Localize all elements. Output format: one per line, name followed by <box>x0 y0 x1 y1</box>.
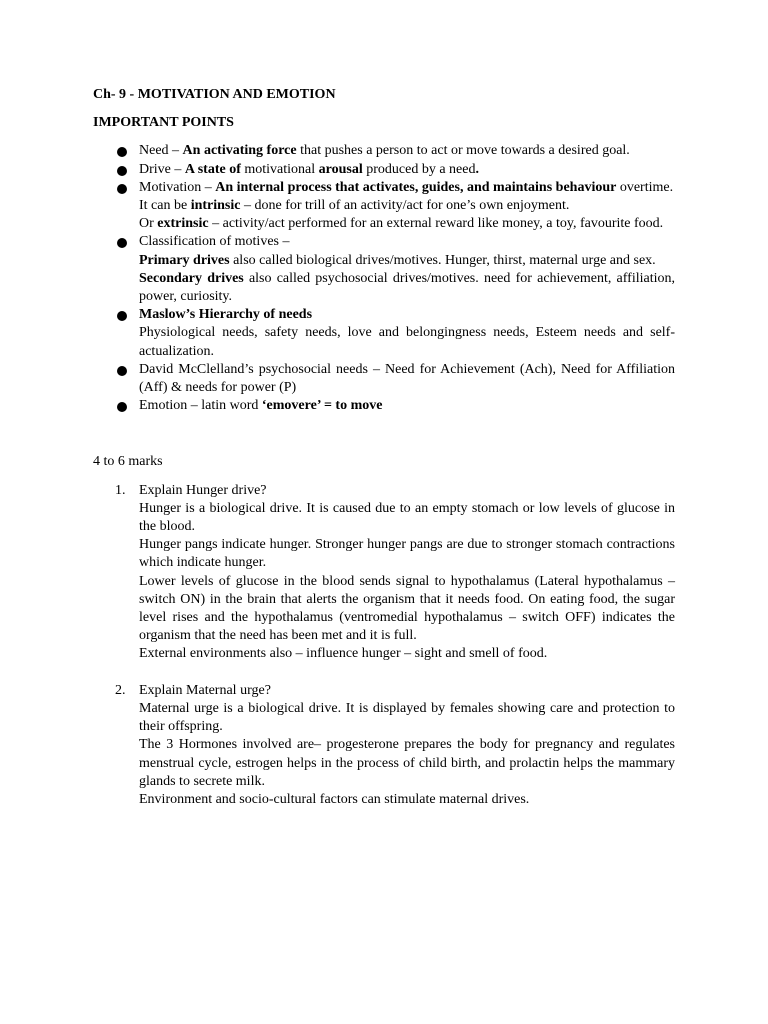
maslow-needs-line: Physiological needs, safety needs, love and belongingness needs, Esteem needs and self-actualization. <box>139 325 675 359</box>
question-item-hunger <box>93 482 675 664</box>
list-item-need: Need – An activating force that pushes a person to act or move towards a desired goal. <box>93 142 675 160</box>
answer-paragraph: Hunger pangs indicate hunger. Stronger hunger pangs are due to stronger stomach contractions which indicate hunger. <box>139 537 675 571</box>
bullet-icon <box>117 166 127 176</box>
question-text: Explain Maternal urge? <box>139 682 271 698</box>
primary-drives-line: Primary drives also called biological drives/motives. Hunger, thirst, maternal urge and sex. <box>139 252 656 268</box>
list-item-emotion: Emotion – latin word ‘emovere’ = to move <box>93 397 675 415</box>
bullet-icon <box>117 402 127 412</box>
bullet-icon <box>117 184 127 194</box>
bullet-icon <box>117 311 127 321</box>
list-item-motivation: Motivation – An internal process that activates, guides, and maintains behaviour overtime. It can be intrinsic – done for trill of an activity/act for one’s own enjoyment. Or extrinsic – activity/act performed for an external reward like money, a toy, favourite food. <box>93 179 675 234</box>
answer-paragraph: Environment and socio-cultural factors can stimulate maternal drives. <box>139 791 530 807</box>
answer-paragraph: Lower levels of glucose in the blood sends signal to hypothalamus (Lateral hypothalamus – switch ON) in the brain that alerts the organism that it needs food. On eating food, the sugar level rises and the hypothalamus (ventromedial hypothalamus – switch OFF) indicates the organism that the need has been met and it is full. <box>139 573 675 644</box>
question-item-maternal <box>93 682 675 809</box>
important-points-list <box>93 142 675 415</box>
bullet-icon <box>117 366 127 376</box>
list-item-drive: Drive – A state of motivational arousal produced by a need. <box>93 161 675 179</box>
answer-paragraph: Maternal urge is a biological drive. It is displayed by females showing care and protection to their offspring. <box>139 700 675 735</box>
list-item-mcclelland: David McClelland’s psychosocial needs – Need for Achievement (Ach), Need for Affiliation (Aff) & needs for power (P) <box>93 361 675 397</box>
question-number: 1. <box>115 482 126 498</box>
chapter-title: Ch- 9 - MOTIVATION AND EMOTION <box>93 87 336 102</box>
bullet-icon <box>117 238 127 248</box>
question-number: 2. <box>115 682 126 698</box>
intrinsic-line: It can be intrinsic – done for trill of an activity/act for one’s own enjoyment. <box>139 198 570 214</box>
questions-list <box>93 482 675 809</box>
question-text: Explain Hunger drive? <box>139 482 267 498</box>
marks-heading: 4 to 6 marks <box>93 454 163 470</box>
list-item-classification: Classification of motives – Primary drives also called biological drives/motives. Hunger, thirst, maternal urge and sex. Secondary drives also called psychosocial drives/motives. need for achievement, affiliation, power, curiosity. <box>93 233 675 306</box>
answer-paragraph: Hunger is a biological drive. It is caused due to an empty stomach or low levels of glucose in the blood. <box>139 500 675 535</box>
extrinsic-line: Or extrinsic – activity/act performed for an external reward like money, a toy, favourite food. <box>139 216 664 232</box>
secondary-drives-line: Secondary drives also called psychosocial drives/motives. need for achievement, affiliation, power, curiosity. <box>139 270 675 305</box>
answer-paragraph: The 3 Hormones involved are– progesterone prepares the body for pregnancy and regulates menstrual cycle, estrogen helps in the process of child birth, and prolactin helps the mammary glands to secrete milk. <box>139 737 675 789</box>
bullet-icon <box>117 147 127 157</box>
answer-paragraph: External environments also – influence hunger – sight and smell of food. <box>139 646 548 662</box>
list-item-maslow: Maslow’s Hierarchy of needs Physiological needs, safety needs, love and belongingness needs, Esteem needs and self-actualization. <box>93 306 675 361</box>
document-page <box>93 86 675 809</box>
section-heading: IMPORTANT POINTS <box>93 115 234 131</box>
